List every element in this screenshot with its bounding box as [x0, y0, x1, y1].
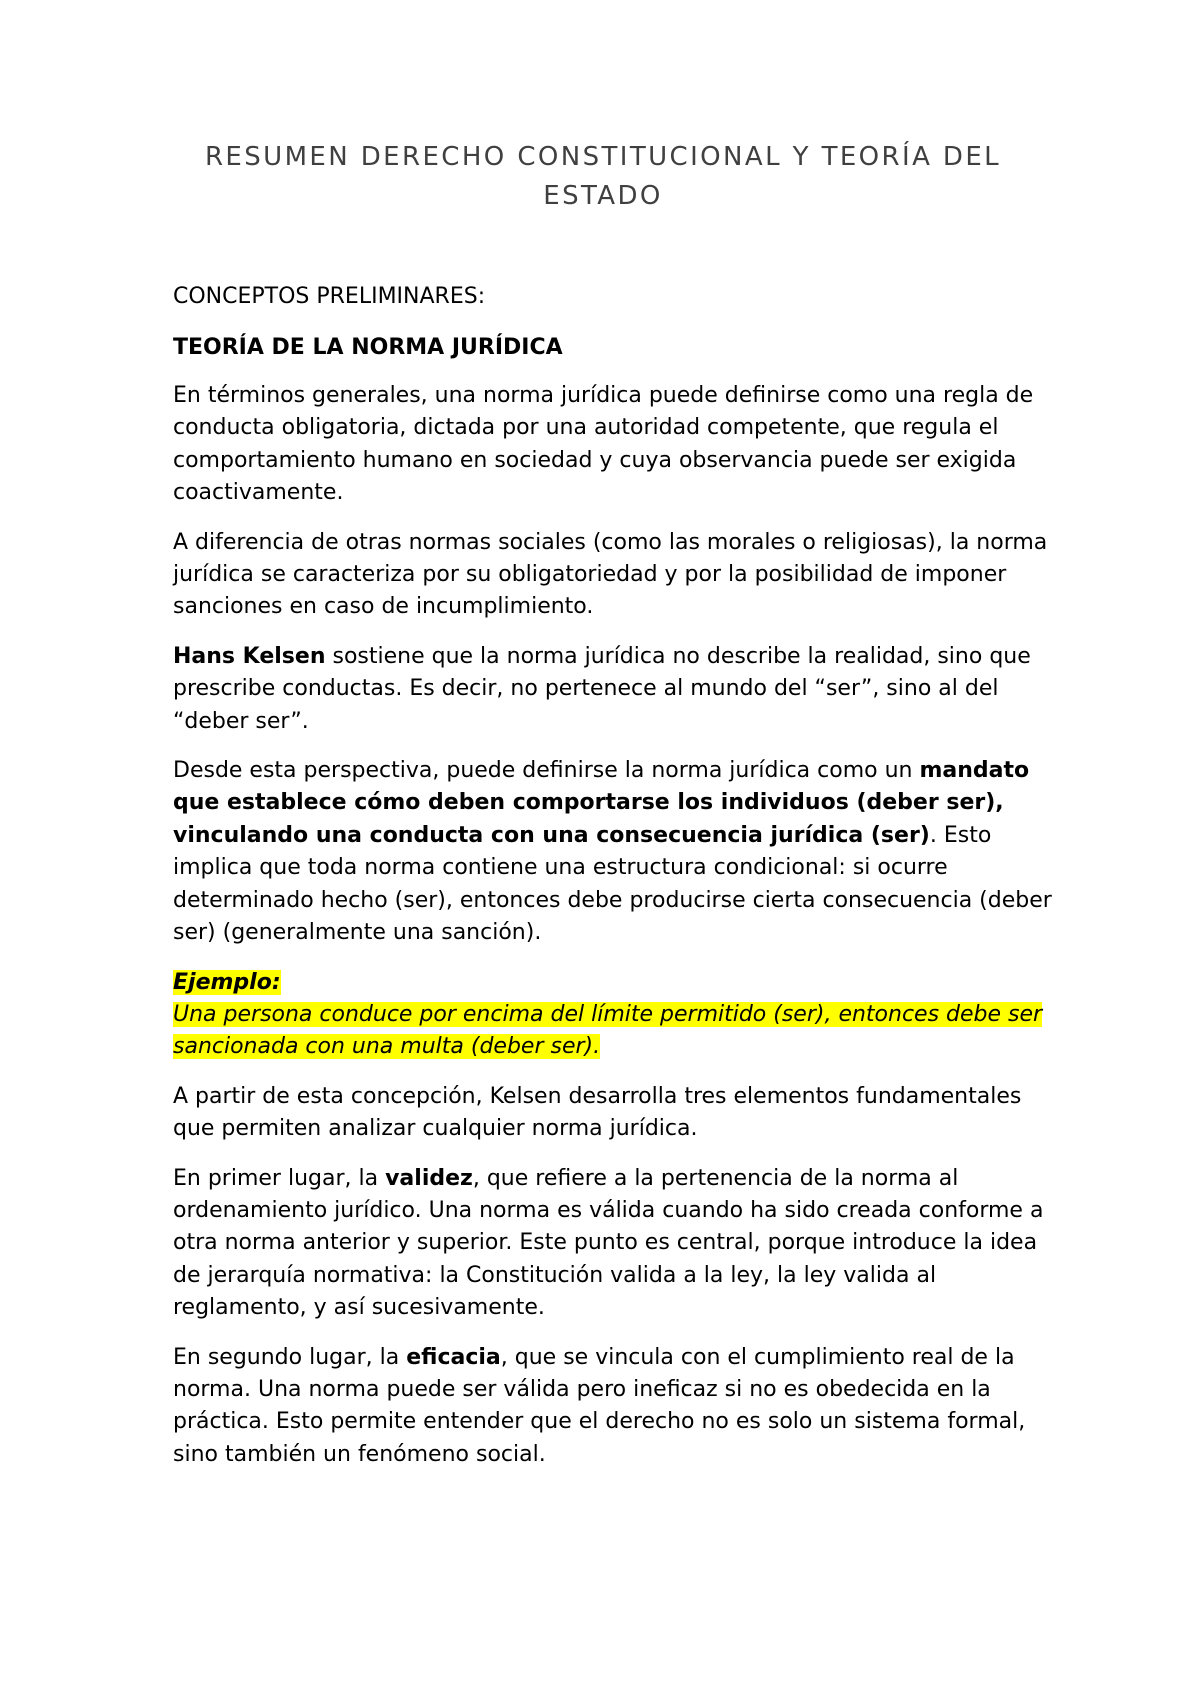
- example-text: Una persona conduce por encima del límite permitido (ser), entonces debe ser sancionada con una multa (deber ser).: [173, 1001, 1043, 1060]
- paragraph-eficacia: [173, 1342, 1053, 1472]
- paragraph-definition: En términos generales, una norma jurídica puede definirse como una regla de conducta obligatoria, dictada por una autoridad competente, que regula el comportamiento humano en sociedad y cuya observancia puede ser exigida coactivamente.: [173, 383, 1034, 506]
- eficacia-term: eficacia: [406, 1344, 501, 1370]
- perspective-bold: mandato que establece cómo deben comportarse los individuos (deber ser), vinculando una conducta con una consecuencia jurídica (ser): [173, 758, 1030, 848]
- perspective-intro: Desde esta perspectiva, puede definirse la norma jurídica como un: [173, 758, 920, 784]
- kelsen-text: sostiene que la norma jurídica no describe la realidad, sino que prescribe conductas. Es decir, no pertenece al mundo del “ser”, sino al del “deber ser”.: [173, 643, 1031, 734]
- example-label: Ejemplo:: [173, 969, 281, 995]
- paragraph-example: [173, 967, 1053, 1064]
- paragraph-difference: A diferencia de otras normas sociales (como las morales o religiosas), la norma jurídica se caracteriza por su obligatoriedad y por la posibilidad de imponer sanciones en caso de incumplimiento.: [173, 529, 1048, 620]
- paragraph-elements: A partir de esta concepción, Kelsen desarrolla tres elementos fundamentales que permiten analizar cualquier norma jurídica.: [173, 1083, 1022, 1142]
- eficacia-intro: En segundo lugar, la: [173, 1344, 407, 1370]
- validez-rest: , que refiere a la pertenencia de la norma al ordenamiento jurídico. Una norma es válida cuando ha sido creada conforme a otra norma anterior y superior. Este punto es central, porque introduce la idea de jerarquía normativa: la Constitución valida a la ley, la ley valida al reglamento, y así sucesivamente.: [173, 1165, 1044, 1321]
- validez-term: validez: [385, 1165, 473, 1191]
- paragraph-kelsen: [173, 641, 1053, 738]
- validez-intro: En primer lugar, la: [173, 1165, 386, 1191]
- perspective-rest: . Esto implica que toda norma contiene una estructura condicional: si ocurre determinado hecho (ser), entonces debe producirse cierta consecuencia (deber ser) (generalmente una sanción).: [173, 822, 1052, 946]
- section-label: CONCEPTOS PRELIMINARES:: [173, 284, 486, 309]
- document-body: [173, 380, 1053, 1488]
- kelsen-name: Hans Kelsen: [173, 643, 326, 669]
- paragraph-validez: [173, 1163, 1053, 1325]
- section-heading: TEORÍA DE LA NORMA JURÍDICA: [173, 335, 563, 360]
- document-title: RESUMEN DERECHO CONSTITUCIONAL Y TEORÍA DEL ESTADO: [204, 142, 1002, 211]
- paragraph-perspective: [173, 755, 1053, 949]
- eficacia-rest: , que se vincula con el cumplimiento real de la norma. Una norma puede ser válida pero ineficaz si no es obedecida en la práctica. Esto permite entender que el derecho no es solo un sistema formal, sino también un fenómeno social.: [173, 1344, 1026, 1467]
